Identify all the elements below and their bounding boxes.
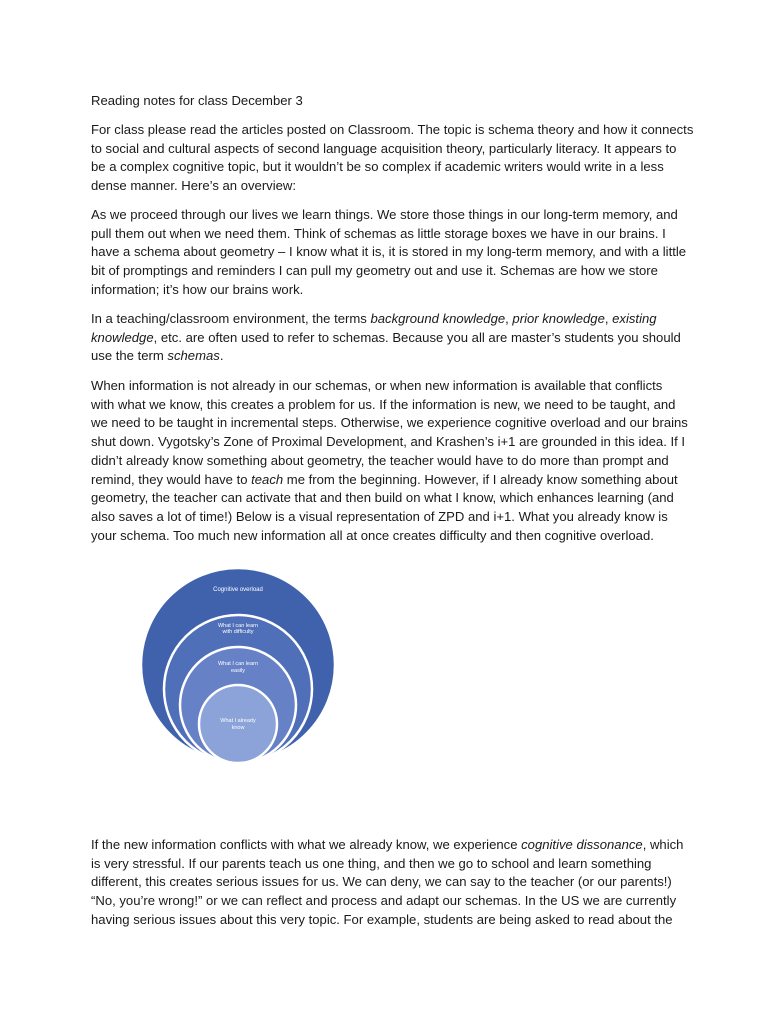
text-line: geometry, the teacher can activate that and then build on what I know, which enhances learning (and: [91, 490, 674, 506]
circle-already-know: [199, 685, 277, 763]
text-line: pull them out when we need them. Think of schemas as little storage boxes we have in our brains. I: [91, 225, 666, 241]
text-line: remind, they would have to teach me from the beginning. However, if I already know something about: [91, 471, 678, 487]
text-line: we need to be taught in incremental steps. Otherwise, we experience cognitive overload and our brains: [91, 415, 688, 431]
text-line: As we proceed through our lives we learn things. We store those things in our long-term memory, and: [91, 207, 678, 222]
document-heading: Reading notes for class December 3: [91, 93, 303, 108]
text-line: use the term schemas.: [91, 348, 224, 364]
circle-shape: [199, 685, 277, 763]
text-line: information; it’s how our brains work.: [91, 281, 304, 297]
text-line: be a complex cognitive topic, but it wouldn’t be so complex if academic writers would write in a less: [91, 159, 664, 175]
text-line: knowledge, etc. are often used to refer to schemas. Because you all are master’s students you should: [91, 329, 681, 345]
text-line: having serious issues about this very topic. For example, students are being asked to read about the: [91, 911, 673, 927]
circle-label: with difficulty: [222, 629, 254, 635]
text-line: For class please read the articles posted on Classroom. The topic is schema theory and how it connects: [91, 122, 694, 137]
text-line: When information is not already in our schemas, or when new information is available that conflicts: [91, 378, 663, 393]
circle-label: know: [231, 725, 245, 731]
text-line: In a teaching/classroom environment, the terms background knowledge, prior knowledge, existing: [91, 311, 657, 326]
paragraph-dissonance: [91, 836, 684, 930]
circle-label: What I can learn: [217, 623, 259, 629]
circle-label: What I already: [220, 718, 256, 724]
text-line: dense manner. Here’s an overview:: [91, 178, 297, 194]
text-line: have a schema about geometry – I know what it is, it is stored in my long-term memory, and with a little: [91, 244, 687, 260]
text-line: bit of promptings and reminders I can pull my geometry out and use it. Schemas are how we store: [91, 263, 658, 279]
text-line: to social and cultural aspects of second language acquisition theory, particularly literacy. It appears to: [91, 140, 677, 156]
circle-label: easily: [230, 668, 246, 674]
text-line: is very stressful. If our parents teach us one thing, and then we go to school and learn something: [91, 855, 652, 871]
circle-label: Cognitive overload: [213, 587, 263, 593]
circle-label: What I can learn: [217, 661, 259, 667]
text-line: If the new information conflicts with what we already know, we experience cognitive dissonance, which: [91, 837, 684, 852]
text-line: with what we know, this creates a problem for us. If the information is new, we need to be taught, and: [91, 396, 676, 412]
text-line: different, this creates serious issues for us. We can deny, we can say to the teacher (or our parents!): [91, 874, 672, 890]
text-line: didn’t already know something about geometry, the teacher would have to do more than prompt and: [91, 452, 669, 468]
text-line: also saves a lot of time!) Below is a visual representation of ZPD and i+1. What you already know is: [91, 508, 668, 524]
text-line: shut down. Vygotsky’s Zone of Proximal Development, and Krashen’s i+1 are grounded in this idea. If I: [91, 434, 686, 450]
text-line: your schema. Too much new information all at once creates difficulty and then cognitive overload.: [91, 527, 654, 543]
text-line: “No, you’re wrong!” or we can reflect and process and adapt our schemas. In the US we are currently: [91, 893, 677, 909]
